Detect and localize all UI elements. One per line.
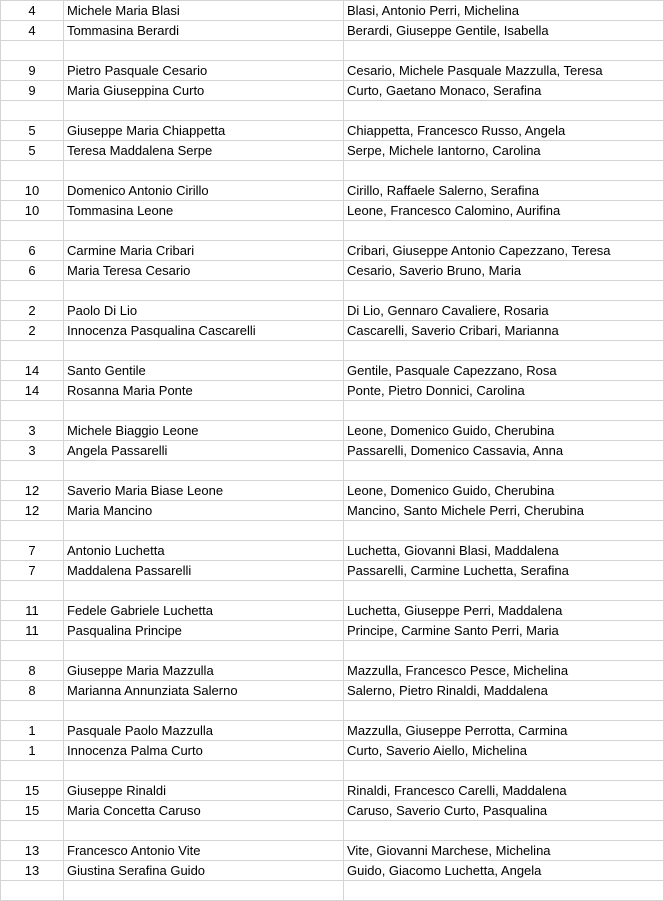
person-name-cell[interactable]: Maria Mancino bbox=[64, 501, 344, 521]
table-row bbox=[1, 261, 663, 281]
person-name-cell[interactable]: Innocenza Palma Curto bbox=[64, 741, 344, 761]
parents-cell[interactable]: Rinaldi, Francesco Carelli, Maddalena bbox=[344, 781, 663, 801]
parents-cell[interactable] bbox=[344, 881, 663, 901]
pair-number-cell[interactable] bbox=[1, 101, 64, 121]
table-row bbox=[1, 221, 663, 241]
person-name-cell[interactable]: Santo Gentile bbox=[64, 361, 344, 381]
pair-number-cell[interactable]: 4 bbox=[1, 21, 64, 41]
pair-number-cell[interactable]: 1 bbox=[1, 741, 64, 761]
pair-number-cell[interactable] bbox=[1, 281, 64, 301]
table-row bbox=[1, 461, 663, 481]
pair-number-cell[interactable]: 2 bbox=[1, 301, 64, 321]
pair-number-cell[interactable] bbox=[1, 161, 64, 181]
pair-number-cell[interactable]: 7 bbox=[1, 541, 64, 561]
parents-cell[interactable]: Luchetta, Giovanni Blasi, Maddalena bbox=[344, 541, 663, 561]
parents-cell[interactable]: Cesario, Saverio Bruno, Maria bbox=[344, 261, 663, 281]
parents-cell[interactable] bbox=[344, 461, 663, 481]
pair-number-cell[interactable] bbox=[1, 761, 64, 781]
table-row bbox=[1, 41, 663, 61]
table-row bbox=[1, 601, 663, 621]
pair-number-cell[interactable]: 9 bbox=[1, 81, 64, 101]
person-name-cell[interactable] bbox=[64, 461, 344, 481]
parents-cell[interactable]: Caruso, Saverio Curto, Pasqualina bbox=[344, 801, 663, 821]
person-name-cell[interactable]: Giuseppe Maria Mazzulla bbox=[64, 661, 344, 681]
parents-cell[interactable]: Mazzulla, Giuseppe Perrotta, Carmina bbox=[344, 721, 663, 741]
parents-cell[interactable]: Ponte, Pietro Donnici, Carolina bbox=[344, 381, 663, 401]
table-row bbox=[1, 121, 663, 141]
person-name-cell[interactable]: Pasquale Paolo Mazzulla bbox=[64, 721, 344, 741]
table-row bbox=[1, 881, 663, 901]
table-row bbox=[1, 381, 663, 401]
parents-cell[interactable]: Di Lio, Gennaro Cavaliere, Rosaria bbox=[344, 301, 663, 321]
table-row bbox=[1, 161, 663, 181]
table-row bbox=[1, 521, 663, 541]
parents-cell[interactable]: Passarelli, Carmine Luchetta, Serafina bbox=[344, 561, 663, 581]
parents-cell[interactable] bbox=[344, 821, 663, 841]
pair-number-cell[interactable]: 15 bbox=[1, 801, 64, 821]
parents-cell[interactable]: Leone, Francesco Calomino, Aurifina bbox=[344, 201, 663, 221]
table-row bbox=[1, 421, 663, 441]
person-name-cell[interactable]: Pasqualina Principe bbox=[64, 621, 344, 641]
table-row bbox=[1, 21, 663, 41]
parents-cell[interactable] bbox=[344, 401, 663, 421]
pair-number-cell[interactable]: 5 bbox=[1, 141, 64, 161]
parents-cell[interactable]: Cirillo, Raffaele Salerno, Serafina bbox=[344, 181, 663, 201]
person-name-cell[interactable]: Tommasina Leone bbox=[64, 201, 344, 221]
pair-number-cell[interactable]: 14 bbox=[1, 381, 64, 401]
person-name-cell[interactable] bbox=[64, 581, 344, 601]
table-row bbox=[1, 701, 663, 721]
pair-number-cell[interactable]: 6 bbox=[1, 241, 64, 261]
pair-number-cell[interactable]: 8 bbox=[1, 681, 64, 701]
table-row bbox=[1, 441, 663, 461]
pair-number-cell[interactable]: 10 bbox=[1, 201, 64, 221]
pair-number-cell[interactable] bbox=[1, 401, 64, 421]
pair-number-cell[interactable] bbox=[1, 461, 64, 481]
parents-cell[interactable]: Cascarelli, Saverio Cribari, Marianna bbox=[344, 321, 663, 341]
person-name-cell[interactable]: Maria Concetta Caruso bbox=[64, 801, 344, 821]
pair-number-cell[interactable]: 2 bbox=[1, 321, 64, 341]
pair-number-cell[interactable]: 13 bbox=[1, 861, 64, 881]
person-name-cell[interactable]: Angela Passarelli bbox=[64, 441, 344, 461]
parents-cell[interactable]: Cesario, Michele Pasquale Mazzulla, Teresa bbox=[344, 61, 663, 81]
pair-number-cell[interactable]: 6 bbox=[1, 261, 64, 281]
pair-number-cell[interactable]: 5 bbox=[1, 121, 64, 141]
table-row bbox=[1, 801, 663, 821]
person-name-cell[interactable]: Tommasina Berardi bbox=[64, 21, 344, 41]
person-name-cell[interactable]: Fedele Gabriele Luchetta bbox=[64, 601, 344, 621]
parents-cell[interactable]: Berardi, Giuseppe Gentile, Isabella bbox=[344, 21, 663, 41]
parents-cell[interactable]: Curto, Saverio Aiello, Michelina bbox=[344, 741, 663, 761]
pair-number-cell[interactable]: 10 bbox=[1, 181, 64, 201]
table-row bbox=[1, 241, 663, 261]
person-name-cell[interactable]: Francesco Antonio Vite bbox=[64, 841, 344, 861]
pair-number-cell[interactable] bbox=[1, 581, 64, 601]
table-row bbox=[1, 361, 663, 381]
table-row bbox=[1, 141, 663, 161]
pair-number-cell[interactable]: 14 bbox=[1, 361, 64, 381]
table-row bbox=[1, 181, 663, 201]
person-name-cell[interactable]: Paolo Di Lio bbox=[64, 301, 344, 321]
person-name-cell[interactable]: Giuseppe Rinaldi bbox=[64, 781, 344, 801]
pair-number-cell[interactable] bbox=[1, 41, 64, 61]
parents-cell[interactable]: Chiappetta, Francesco Russo, Angela bbox=[344, 121, 663, 141]
parents-cell[interactable]: Leone, Domenico Guido, Cherubina bbox=[344, 421, 663, 441]
pair-number-cell[interactable] bbox=[1, 641, 64, 661]
parents-cell[interactable]: Salerno, Pietro Rinaldi, Maddalena bbox=[344, 681, 663, 701]
parents-cell[interactable]: Blasi, Antonio Perri, Michelina bbox=[344, 1, 663, 21]
person-name-cell[interactable] bbox=[64, 101, 344, 121]
parents-cell[interactable] bbox=[344, 641, 663, 661]
parents-cell[interactable]: Serpe, Michele Iantorno, Carolina bbox=[344, 141, 663, 161]
table-row bbox=[1, 581, 663, 601]
parents-cell[interactable] bbox=[344, 221, 663, 241]
pair-number-cell[interactable] bbox=[1, 821, 64, 841]
pair-number-cell[interactable]: 1 bbox=[1, 721, 64, 741]
pair-number-cell[interactable]: 3 bbox=[1, 421, 64, 441]
table-row bbox=[1, 481, 663, 501]
parents-cell[interactable]: Mancino, Santo Michele Perri, Cherubina bbox=[344, 501, 663, 521]
parents-cell[interactable]: Vite, Giovanni Marchese, Michelina bbox=[344, 841, 663, 861]
person-name-cell[interactable] bbox=[64, 701, 344, 721]
table-row bbox=[1, 1, 663, 21]
parents-cell[interactable] bbox=[344, 521, 663, 541]
person-name-cell[interactable] bbox=[64, 521, 344, 541]
table-row bbox=[1, 401, 663, 421]
person-name-cell[interactable] bbox=[64, 281, 344, 301]
table-row bbox=[1, 661, 663, 681]
table-row bbox=[1, 841, 663, 861]
parents-cell[interactable] bbox=[344, 41, 663, 61]
table-row bbox=[1, 301, 663, 321]
person-name-cell[interactable]: Giustina Serafina Guido bbox=[64, 861, 344, 881]
pair-number-cell[interactable]: 11 bbox=[1, 621, 64, 641]
person-name-cell[interactable]: Michele Maria Blasi bbox=[64, 1, 344, 21]
table-row bbox=[1, 641, 663, 661]
table-row bbox=[1, 681, 663, 701]
pair-number-cell[interactable] bbox=[1, 521, 64, 541]
table-row bbox=[1, 201, 663, 221]
person-name-cell[interactable]: Rosanna Maria Ponte bbox=[64, 381, 344, 401]
table-row bbox=[1, 61, 663, 81]
parents-cell[interactable]: Leone, Domenico Guido, Cherubina bbox=[344, 481, 663, 501]
pair-number-cell[interactable]: 11 bbox=[1, 601, 64, 621]
pair-number-cell[interactable]: 9 bbox=[1, 61, 64, 81]
pair-number-cell[interactable]: 3 bbox=[1, 441, 64, 461]
person-name-cell[interactable]: Maddalena Passarelli bbox=[64, 561, 344, 581]
person-name-cell[interactable]: Giuseppe Maria Chiappetta bbox=[64, 121, 344, 141]
person-name-cell[interactable]: Maria Giuseppina Curto bbox=[64, 81, 344, 101]
parents-cell[interactable] bbox=[344, 701, 663, 721]
person-name-cell[interactable] bbox=[64, 341, 344, 361]
parents-cell[interactable]: Principe, Carmine Santo Perri, Maria bbox=[344, 621, 663, 641]
parents-cell[interactable] bbox=[344, 581, 663, 601]
person-name-cell[interactable] bbox=[64, 821, 344, 841]
person-name-cell[interactable]: Pietro Pasquale Cesario bbox=[64, 61, 344, 81]
parents-cell[interactable]: Curto, Gaetano Monaco, Serafina bbox=[344, 81, 663, 101]
parents-cell[interactable] bbox=[344, 161, 663, 181]
pair-number-cell[interactable] bbox=[1, 341, 64, 361]
parents-cell[interactable]: Passarelli, Domenico Cassavia, Anna bbox=[344, 441, 663, 461]
pair-number-cell[interactable]: 12 bbox=[1, 481, 64, 501]
person-name-cell[interactable] bbox=[64, 881, 344, 901]
parents-cell[interactable] bbox=[344, 761, 663, 781]
pair-number-cell[interactable]: 12 bbox=[1, 501, 64, 521]
pair-number-cell[interactable]: 4 bbox=[1, 1, 64, 21]
pair-number-cell[interactable] bbox=[1, 701, 64, 721]
parents-cell[interactable]: Luchetta, Giuseppe Perri, Maddalena bbox=[344, 601, 663, 621]
parents-cell[interactable] bbox=[344, 281, 663, 301]
table-row bbox=[1, 81, 663, 101]
pair-number-cell[interactable]: 7 bbox=[1, 561, 64, 581]
pair-number-cell[interactable]: 15 bbox=[1, 781, 64, 801]
table-row bbox=[1, 281, 663, 301]
person-name-cell[interactable]: Teresa Maddalena Serpe bbox=[64, 141, 344, 161]
table-row bbox=[1, 541, 663, 561]
person-name-cell[interactable] bbox=[64, 761, 344, 781]
table-row bbox=[1, 741, 663, 761]
table-row bbox=[1, 501, 663, 521]
table-row bbox=[1, 101, 663, 121]
person-name-cell[interactable]: Carmine Maria Cribari bbox=[64, 241, 344, 261]
person-name-cell[interactable] bbox=[64, 641, 344, 661]
pair-number-cell[interactable]: 13 bbox=[1, 841, 64, 861]
table-row bbox=[1, 781, 663, 801]
table-row bbox=[1, 761, 663, 781]
person-name-cell[interactable] bbox=[64, 161, 344, 181]
table-row bbox=[1, 821, 663, 841]
person-name-cell[interactable] bbox=[64, 221, 344, 241]
parents-cell[interactable]: Guido, Giacomo Luchetta, Angela bbox=[344, 861, 663, 881]
person-name-cell[interactable] bbox=[64, 41, 344, 61]
table-row bbox=[1, 321, 663, 341]
person-name-cell[interactable]: Maria Teresa Cesario bbox=[64, 261, 344, 281]
table-row bbox=[1, 721, 663, 741]
person-name-cell[interactable]: Antonio Luchetta bbox=[64, 541, 344, 561]
table-body bbox=[1, 1, 663, 901]
parents-cell[interactable]: Cribari, Giuseppe Antonio Capezzano, Teresa bbox=[344, 241, 663, 261]
table-row bbox=[1, 561, 663, 581]
person-name-cell[interactable]: Domenico Antonio Cirillo bbox=[64, 181, 344, 201]
pair-number-cell[interactable]: 8 bbox=[1, 661, 64, 681]
table-row bbox=[1, 861, 663, 881]
pair-number-cell[interactable] bbox=[1, 221, 64, 241]
person-name-cell[interactable]: Marianna Annunziata Salerno bbox=[64, 681, 344, 701]
table-row bbox=[1, 341, 663, 361]
parents-cell[interactable]: Mazzulla, Francesco Pesce, Michelina bbox=[344, 661, 663, 681]
parents-cell[interactable]: Gentile, Pasquale Capezzano, Rosa bbox=[344, 361, 663, 381]
person-name-cell[interactable] bbox=[64, 401, 344, 421]
parents-cell[interactable] bbox=[344, 341, 663, 361]
table-row bbox=[1, 621, 663, 641]
parents-cell[interactable] bbox=[344, 101, 663, 121]
person-name-cell[interactable]: Michele Biaggio Leone bbox=[64, 421, 344, 441]
person-name-cell[interactable]: Saverio Maria Biase Leone bbox=[64, 481, 344, 501]
pair-number-cell[interactable] bbox=[1, 881, 64, 901]
person-name-cell[interactable]: Innocenza Pasqualina Cascarelli bbox=[64, 321, 344, 341]
